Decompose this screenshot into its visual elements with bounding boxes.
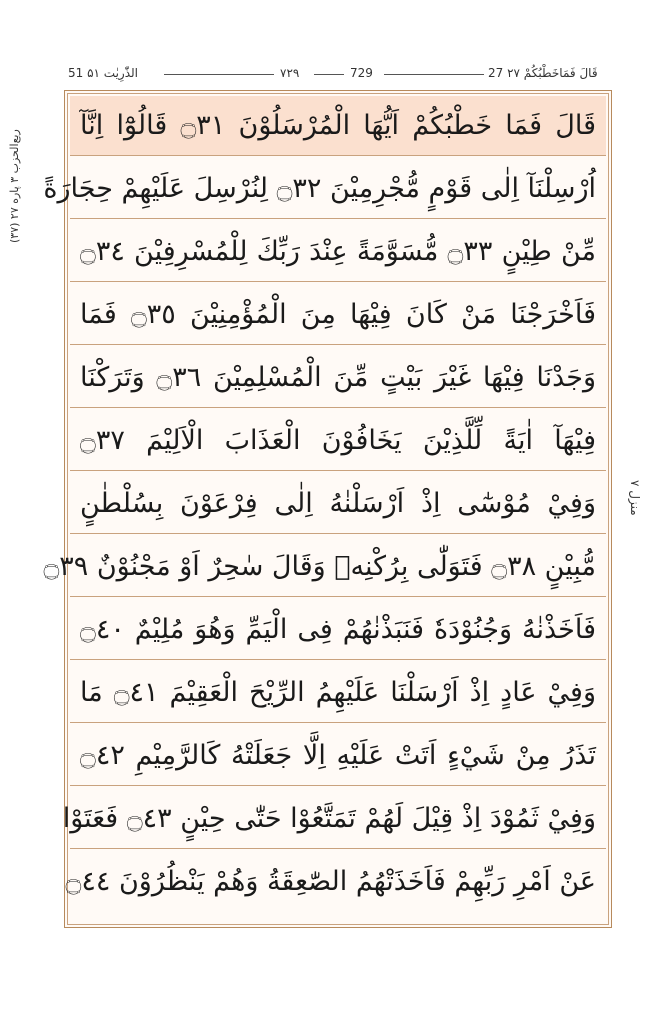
- text-line-13: عَنْ اَمْرِ رَبِّهِمْ فَاَخَذَتْهُمُ الصّٰعِقَةُ وَهُمْ يَنْظُرُوْنَ ۝٤٤: [65, 866, 596, 897]
- text-line-8: مُّبِيْنٍ ۝٣٨ فَتَوَلّٰى بِرُكْنِهٖ وَقَالَ سٰحِرٌ اَوْ مَجْنُوْنٌ ۝٣٩: [70, 537, 606, 597]
- page-header: [68, 62, 606, 86]
- text-line-6: فِيْهَآ اٰيَةً لِّلَّذِيْنَ يَخَافُوْنَ الْعَذَابَ الْاَلِيْمَ ۝٣٧: [70, 411, 606, 471]
- text-line-1: قَالَ فَمَا خَطْبُكُمْ اَيُّهَا الْمُرْسَلُوْنَ ۝٣١ قَالُوْٓا اِنَّآ: [70, 96, 606, 156]
- header-page-number: 729: [350, 66, 373, 80]
- header-divider-left: [164, 74, 274, 75]
- header-divider-mid: [314, 74, 344, 75]
- text-line-7: وَفِيْ مُوْسٰٓى اِذْ اَرْسَلْنٰهُ اِلٰى فِرْعَوْنَ بِسُلْطٰنٍ: [70, 474, 606, 534]
- side-note-manzil: منزل ۷: [628, 480, 642, 516]
- header-divider-right: [384, 74, 484, 75]
- text-line-11: تَذَرُ مِنْ شَيْءٍ اَتَتْ عَلَيْهِ اِلَّا جَعَلَتْهُ كَالرَّمِيْمِ ۝٤٢: [70, 726, 606, 786]
- header-surah-label: 51 الذّٰرِیٰت ۵۱: [68, 66, 139, 80]
- header-juz-label: 27 قَالَ فَمَاخَطْبُكُمْ ۲۷: [488, 66, 598, 80]
- side-note-left: (۳۷) ربع‌الحزب ۳ پاره ۲۷: [8, 129, 21, 243]
- text-line-3: مِّنْ طِيْنٍ ۝٣٣ مُّسَوَّمَةً عِنْدَ رَبِّكَ لِلْمُسْرِفِيْنَ ۝٣٤: [70, 222, 606, 282]
- header-page-number-urdu: ۷۲۹: [280, 66, 300, 80]
- text-line-10: وَفِيْ عَادٍ اِذْ اَرْسَلْنَا عَلَيْهِمُ الرِّيْحَ الْعَقِيْمَ ۝٤١ مَا: [70, 663, 606, 723]
- text-line-4: فَاَخْرَجْنَا مَنْ كَانَ فِيْهَا مِنَ الْمُؤْمِنِيْنَ ۝٣٥ فَمَا: [70, 285, 606, 345]
- text-line-12: وَفِيْ ثَمُوْدَ اِذْ قِيْلَ لَهُمْ تَمَتَّعُوْا حَتّٰى حِيْنٍ ۝٤٣ فَعَتَوْا: [70, 789, 606, 849]
- text-line-2: اُرْسِلْنَآ اِلٰى قَوْمٍ مُّجْرِمِيْنَ ۝٣٢ لِنُرْسِلَ عَلَيْهِمْ حِجَارَةً: [70, 159, 606, 219]
- text-line-5: وَجَدْنَا فِيْهَا غَيْرَ بَيْتٍ مِّنَ الْمُسْلِمِيْنَ ۝٣٦ وَتَرَكْنَا: [70, 348, 606, 408]
- text-line-9: فَاَخَذْنٰهُ وَجُنُوْدَهٗ فَنَبَذْنٰهُمْ فِى الْيَمِّ وَهُوَ مُلِيْمٌ ۝٤٠: [70, 600, 606, 660]
